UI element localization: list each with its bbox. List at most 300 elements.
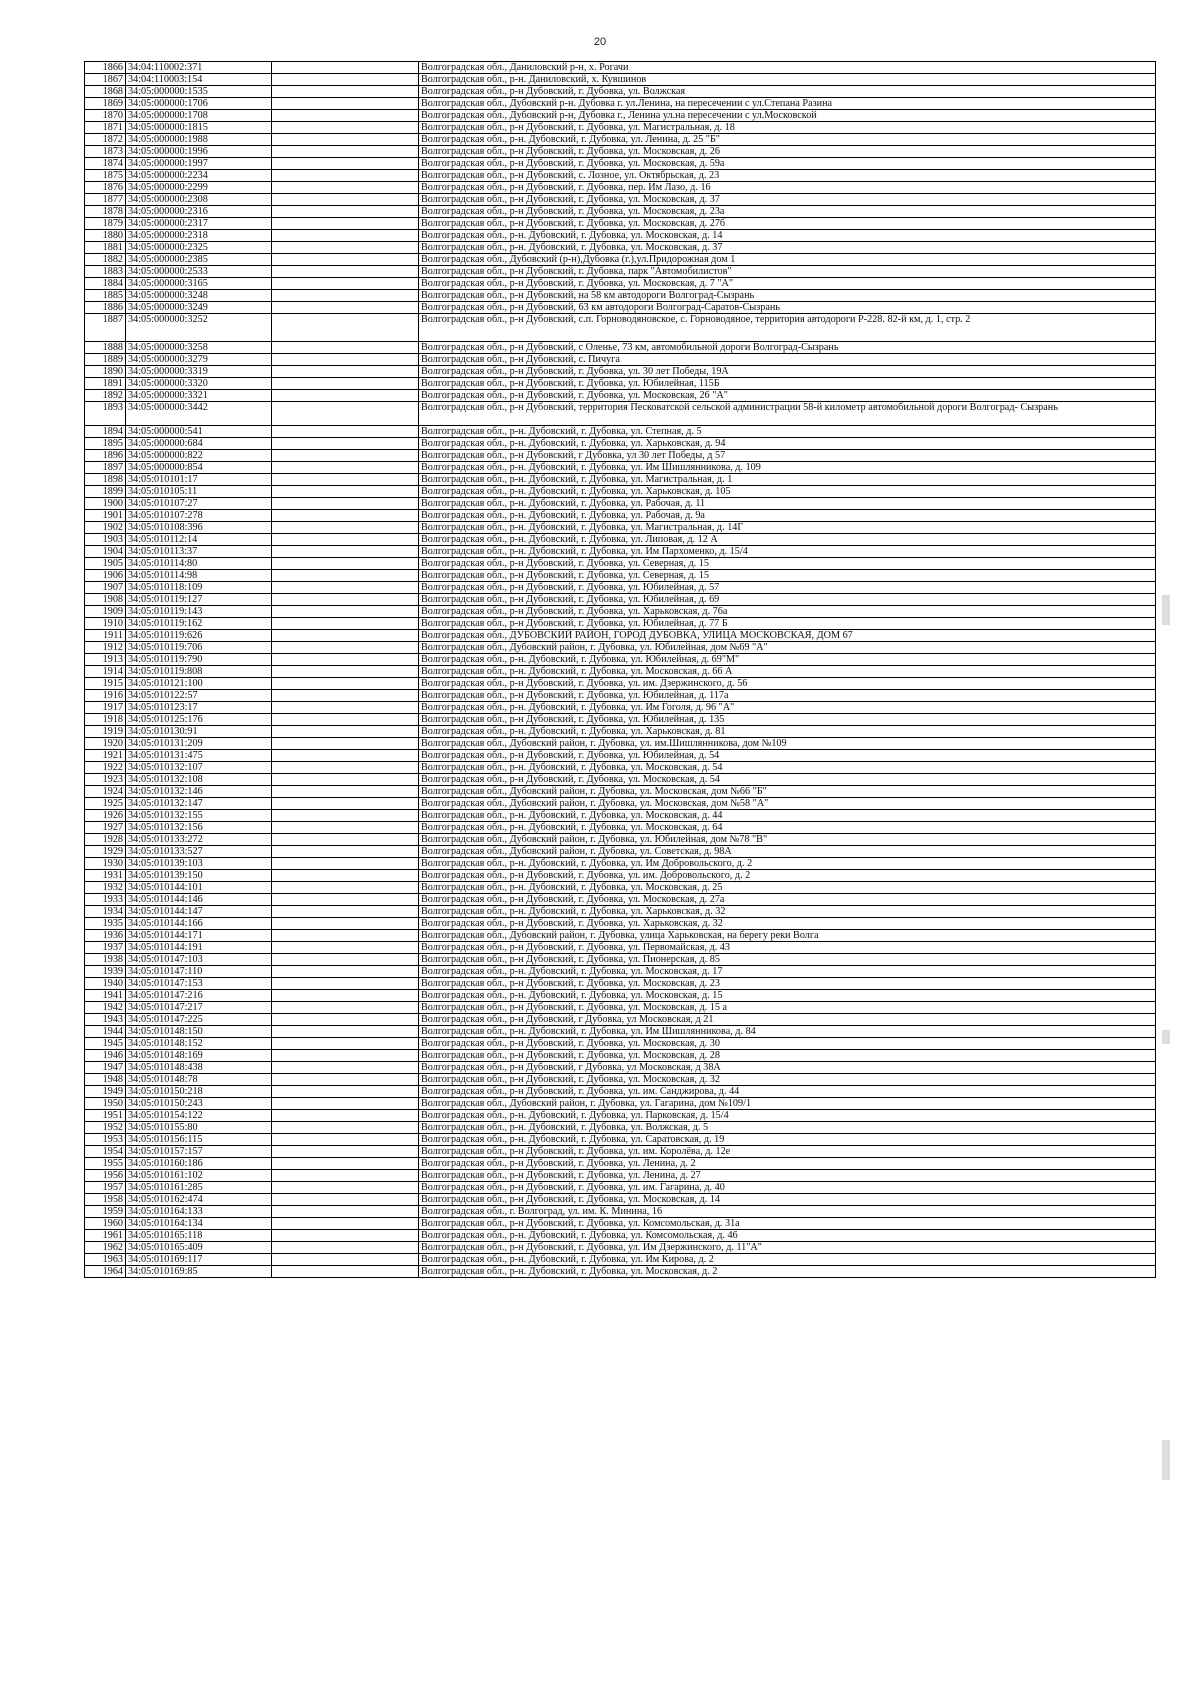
address-cell: Волгоградская обл., р-н Дубовский, территория Песковатской сельской администрации 58-й километр автомобильной дороги Волгоград- Сызрань	[419, 402, 1156, 426]
empty-cell	[272, 462, 419, 474]
empty-cell	[272, 254, 419, 266]
address-cell: Волгоградская обл., р-н Дубовский, г. Дубовка, ул. Харьковская, д. 32	[419, 918, 1156, 930]
address-cell: Волгоградская обл., р-н. Дубовский, г. Дубовка, ул. Магистральная, д. 1	[419, 474, 1156, 486]
table-row	[85, 1158, 1156, 1170]
row-number: 1885	[85, 290, 126, 302]
empty-cell	[272, 606, 419, 618]
row-number: 1957	[85, 1182, 126, 1194]
row-number: 1906	[85, 570, 126, 582]
row-number: 1945	[85, 1038, 126, 1050]
empty-cell	[272, 954, 419, 966]
table-row	[85, 990, 1156, 1002]
address-cell: Волгоградская обл., р-н. Дубовский, г. Дубовка, ул. Харьковская, д. 81	[419, 726, 1156, 738]
address-cell: Волгоградская обл., р-н. Дубовский, г. Дубовка, ул. Им Шишлянникова, д. 84	[419, 1026, 1156, 1038]
address-cell: Волгоградская обл., р-н Дубовский, г. Дубовка, ул. Комсомольская, д. 31а	[419, 1218, 1156, 1230]
row-number: 1958	[85, 1194, 126, 1206]
cadastral-number: 34:05:010150:218	[126, 1086, 272, 1098]
empty-cell	[272, 402, 419, 426]
table-row	[85, 218, 1156, 230]
address-cell: Волгоградская обл., р-н Дубовский, г. Дубовка, ул. Московская, д. 30	[419, 1038, 1156, 1050]
row-number: 1928	[85, 834, 126, 846]
cadastral-number: 34:05:000000:3320	[126, 378, 272, 390]
address-cell: Волгоградская обл., р-н. Дубовский, г. Дубовка, ул. Московская, д. 44	[419, 810, 1156, 822]
empty-cell	[272, 342, 419, 354]
row-number: 1946	[85, 1050, 126, 1062]
cadastral-number: 34:05:010132:146	[126, 786, 272, 798]
row-number: 1948	[85, 1074, 126, 1086]
row-number: 1911	[85, 630, 126, 642]
empty-cell	[272, 762, 419, 774]
empty-cell	[272, 774, 419, 786]
empty-cell	[272, 1206, 419, 1218]
address-cell: Волгоградская обл., р-н. Дубовский, г. Дубовка, ул. Московская, д. 66 А	[419, 666, 1156, 678]
row-number: 1935	[85, 918, 126, 930]
row-number: 1943	[85, 1014, 126, 1026]
empty-cell	[272, 546, 419, 558]
address-cell: Волгоградская обл., р-н Дубовский, г. Дубовка, ул. Московская, д. 7 "А"	[419, 278, 1156, 290]
address-cell: Волгоградская обл., р-н. Дубовский, г. Дубовка, ул. Им Кирова, д. 2	[419, 1254, 1156, 1266]
address-cell: Волгоградская обл., р-н Дубовский, г. Дубовка, ул. Московская, д. 14	[419, 1194, 1156, 1206]
address-cell: Волгоградская обл., р-н Дубовский, 63 км автодороги Волгоград-Саратов-Сызрань	[419, 302, 1156, 314]
row-number: 1924	[85, 786, 126, 798]
cadastral-number: 34:05:010160:186	[126, 1158, 272, 1170]
address-cell: Волгоградская обл., р-н. Дубовский, г. Дубовка, ул. Московская, д. 14	[419, 230, 1156, 242]
cadastral-number: 34:05:010119:626	[126, 630, 272, 642]
table-row	[85, 86, 1156, 98]
cadastral-number: 34:05:010139:150	[126, 870, 272, 882]
cadastral-number: 34:05:010157:157	[126, 1146, 272, 1158]
address-cell: Волгоградская обл., р-н. Дубовский, г. Дубовка, ул. Рабочая, д. 11	[419, 498, 1156, 510]
empty-cell	[272, 690, 419, 702]
address-cell: Волгоградская обл., р-н. Дубовский, г. Дубовка, ул. Московская, д. 64	[419, 822, 1156, 834]
cadastral-number: 34:05:000000:3248	[126, 290, 272, 302]
empty-cell	[272, 290, 419, 302]
table-row	[85, 314, 1156, 342]
empty-cell	[272, 74, 419, 86]
row-number: 1916	[85, 690, 126, 702]
cadastral-number: 34:05:010165:409	[126, 1242, 272, 1254]
empty-cell	[272, 882, 419, 894]
address-cell: Волгоградская обл., р-н Дубовский, с Оленье, 73 км, автомобильной дороги Волгоград-Сызрань	[419, 342, 1156, 354]
address-cell: Волгоградская обл., Дубовский район, г. Дубовка, ул. Советская, д. 98А	[419, 846, 1156, 858]
row-number: 1919	[85, 726, 126, 738]
row-number: 1931	[85, 870, 126, 882]
empty-cell	[272, 366, 419, 378]
address-cell: Волгоградская обл., р-н Дубовский, г. Дубовка, ул. Московская, 26 "А"	[419, 390, 1156, 402]
empty-cell	[272, 1218, 419, 1230]
cadastral-number: 34:05:000000:2299	[126, 182, 272, 194]
cadastral-number: 34:05:000000:1988	[126, 134, 272, 146]
address-cell: Волгоградская обл., р-н. Даниловский, х. Кувшинов	[419, 74, 1156, 86]
cadastral-number: 34:05:010147:217	[126, 1002, 272, 1014]
row-number: 1867	[85, 74, 126, 86]
table-row	[85, 402, 1156, 426]
cadastral-number: 34:05:010119:706	[126, 642, 272, 654]
row-number: 1873	[85, 146, 126, 158]
address-cell: Волгоградская обл., р-н. Дубовский, г. Дубовка, ул. Саратовская, д. 19	[419, 1134, 1156, 1146]
cadastral-number: 34:05:010122:57	[126, 690, 272, 702]
cadastral-number: 34:05:010132:147	[126, 798, 272, 810]
empty-cell	[272, 582, 419, 594]
address-cell: Волгоградская обл., р-н Дубовский, г. Дубовка, пер. Им Лазо, д. 16	[419, 182, 1156, 194]
cadastral-number: 34:05:010107:27	[126, 498, 272, 510]
empty-cell	[272, 426, 419, 438]
row-number: 1934	[85, 906, 126, 918]
row-number: 1950	[85, 1098, 126, 1110]
empty-cell	[272, 510, 419, 522]
address-cell: Волгоградская обл., р-н. Дубовский, г. Дубовка, ул. Юбилейная, д. 69"М"	[419, 654, 1156, 666]
cadastral-number: 34:05:000000:2325	[126, 242, 272, 254]
cadastral-number: 34:05:000000:2385	[126, 254, 272, 266]
address-cell: Волгоградская обл., р-н Дубовский, на 58 км автодороги Волгоград-Сызрань	[419, 290, 1156, 302]
page-number: 20	[593, 36, 607, 48]
table-row	[85, 762, 1156, 774]
empty-cell	[272, 390, 419, 402]
empty-cell	[272, 918, 419, 930]
address-cell: Волгоградская обл., Дубовский район, г. Дубовка, ул. Московская, дом №66 "Б"	[419, 786, 1156, 798]
table-row	[85, 182, 1156, 194]
address-cell: Волгоградская обл., р-н. Дубовский, г. Дубовка, ул. Харьковская, д. 94	[419, 438, 1156, 450]
empty-cell	[272, 1098, 419, 1110]
table-row	[85, 366, 1156, 378]
row-number: 1886	[85, 302, 126, 314]
address-cell: Волгоградская обл., р-н Дубовский, г. Дубовка, ул. Московская, д. 32	[419, 1074, 1156, 1086]
empty-cell	[272, 858, 419, 870]
row-number: 1904	[85, 546, 126, 558]
table-row	[85, 1098, 1156, 1110]
table-row	[85, 110, 1156, 122]
cadastral-number: 34:05:010119:162	[126, 618, 272, 630]
empty-cell	[272, 218, 419, 230]
empty-cell	[272, 978, 419, 990]
address-cell: Волгоградская обл., р-н. Дубовский, г. Дубовка, ул. Парковская, д. 15/4	[419, 1110, 1156, 1122]
row-number: 1894	[85, 426, 126, 438]
table-row	[85, 522, 1156, 534]
cadastral-number: 34:05:010139:103	[126, 858, 272, 870]
address-cell: Волгоградская обл., Дубовский район, г. Дубовка, ул. Юбилейная, дом №69 "А"	[419, 642, 1156, 654]
table-row	[85, 378, 1156, 390]
address-cell: Волгоградская обл., р-н Дубовский, г. Дубовка, ул. им. Королёва, д. 12е	[419, 1146, 1156, 1158]
table-row	[85, 498, 1156, 510]
cadastral-number: 34:05:010144:191	[126, 942, 272, 954]
row-number: 1954	[85, 1146, 126, 1158]
empty-cell	[272, 242, 419, 254]
row-number: 1917	[85, 702, 126, 714]
row-number: 1905	[85, 558, 126, 570]
table-row	[85, 894, 1156, 906]
table-row	[85, 858, 1156, 870]
empty-cell	[272, 450, 419, 462]
table-row	[85, 278, 1156, 290]
cadastral-number: 34:05:010147:103	[126, 954, 272, 966]
address-cell: Волгоградская обл., р-н Дубовский, г. Дубовка, ул. Пионерская, д. 85	[419, 954, 1156, 966]
row-number: 1923	[85, 774, 126, 786]
address-cell: Волгоградская обл., р-н Дубовский, г. Дубовка, ул. 30 лет Победы, 19А	[419, 366, 1156, 378]
empty-cell	[272, 1242, 419, 1254]
address-cell: Волгоградская обл., р-н. Дубовский, г. Дубовка, ул. Им Гоголя, д. 96 "А"	[419, 702, 1156, 714]
table-row	[85, 1086, 1156, 1098]
address-cell: Волгоградская обл., р-н. Дубовский, г. Дубовка, ул. Московская, д. 17	[419, 966, 1156, 978]
empty-cell	[272, 822, 419, 834]
row-number: 1869	[85, 98, 126, 110]
table-row	[85, 242, 1156, 254]
registry-table	[84, 61, 1156, 1278]
row-number: 1913	[85, 654, 126, 666]
cadastral-number: 34:05:010119:790	[126, 654, 272, 666]
table-row	[85, 558, 1156, 570]
row-number: 1953	[85, 1134, 126, 1146]
address-cell: Волгоградская обл., р-н Дубовский, г. Дубовка, ул. Московская, д. 23	[419, 978, 1156, 990]
row-number: 1927	[85, 822, 126, 834]
empty-cell	[272, 1134, 419, 1146]
cadastral-number: 34:05:010144:146	[126, 894, 272, 906]
table-row	[85, 122, 1156, 134]
address-cell: Волгоградская обл., р-н. Дубовский, г. Дубовка, ул. Харьковская, д. 105	[419, 486, 1156, 498]
row-number: 1964	[85, 1266, 126, 1278]
cadastral-number: 34:05:010119:127	[126, 594, 272, 606]
empty-cell	[272, 966, 419, 978]
address-cell: Волгоградская обл., р-н Дубовский, г. Дубовка, ул. Юбилейная, д. 135	[419, 714, 1156, 726]
empty-cell	[272, 678, 419, 690]
table-row	[85, 954, 1156, 966]
address-cell: Волгоградская обл., р-н Дубовский, г. Дубовка, ул. им. Гагарина, д. 40	[419, 1182, 1156, 1194]
row-number: 1907	[85, 582, 126, 594]
table-row	[85, 438, 1156, 450]
address-cell: Волгоградская обл., г. Волгоград, ул. им. К. Минина, 16	[419, 1206, 1156, 1218]
cadastral-number: 34:05:000000:822	[126, 450, 272, 462]
empty-cell	[272, 702, 419, 714]
cadastral-number: 34:05:010148:169	[126, 1050, 272, 1062]
row-number: 1903	[85, 534, 126, 546]
address-cell: Волгоградская обл., р-н. Дубовский, г. Дубовка, ул. Московская, д. 15	[419, 990, 1156, 1002]
row-number: 1899	[85, 486, 126, 498]
row-number: 1909	[85, 606, 126, 618]
cadastral-number: 34:05:010147:225	[126, 1014, 272, 1026]
empty-cell	[272, 1158, 419, 1170]
row-number: 1889	[85, 354, 126, 366]
cadastral-number: 34:05:010144:171	[126, 930, 272, 942]
table-row	[85, 1182, 1156, 1194]
table-row	[85, 606, 1156, 618]
empty-cell	[272, 558, 419, 570]
cadastral-number: 34:05:010169:117	[126, 1254, 272, 1266]
address-cell: Волгоградская обл., р-н. Дубовский, г. Дубовка, ул. Им Добровольского, д. 2	[419, 858, 1156, 870]
row-number: 1910	[85, 618, 126, 630]
cadastral-number: 34:05:000000:1708	[126, 110, 272, 122]
empty-cell	[272, 194, 419, 206]
cadastral-number: 34:04:110002:371	[126, 62, 272, 74]
table-row	[85, 1110, 1156, 1122]
cadastral-number: 34:05:010132:108	[126, 774, 272, 786]
table-row	[85, 450, 1156, 462]
row-number: 1883	[85, 266, 126, 278]
row-number: 1912	[85, 642, 126, 654]
cadastral-number: 34:05:010155:80	[126, 1122, 272, 1134]
row-number: 1914	[85, 666, 126, 678]
table-row	[85, 1122, 1156, 1134]
table-row	[85, 1266, 1156, 1278]
address-cell: Волгоградская обл., Дубовский район, г. Дубовка, ул. им.Шишлянникова, дом №109	[419, 738, 1156, 750]
cadastral-number: 34:05:000000:2308	[126, 194, 272, 206]
address-cell: Волгоградская обл., р-н Дубовский, г. Дубовка, ул. им. Дзержинского, д. 56	[419, 678, 1156, 690]
address-cell: Волгоградская обл., р-н Дубовский, г. Дубовка, ул. Московская, д. 59а	[419, 158, 1156, 170]
table-row	[85, 570, 1156, 582]
row-number: 1896	[85, 450, 126, 462]
cadastral-number: 34:05:000000:2234	[126, 170, 272, 182]
empty-cell	[272, 570, 419, 582]
row-number: 1881	[85, 242, 126, 254]
table-row	[85, 426, 1156, 438]
empty-cell	[272, 1122, 419, 1134]
row-number: 1921	[85, 750, 126, 762]
empty-cell	[272, 110, 419, 122]
table-row	[85, 738, 1156, 750]
address-cell: Волгоградская обл., р-н Дубовский, г. Дубовка, ул. Юбилейная, д. 69	[419, 594, 1156, 606]
row-number: 1947	[85, 1062, 126, 1074]
empty-cell	[272, 522, 419, 534]
table-row	[85, 510, 1156, 522]
row-number: 1879	[85, 218, 126, 230]
row-number: 1955	[85, 1158, 126, 1170]
cadastral-number: 34:05:000000:3249	[126, 302, 272, 314]
row-number: 1890	[85, 366, 126, 378]
table-row	[85, 918, 1156, 930]
table-row	[85, 390, 1156, 402]
row-number: 1874	[85, 158, 126, 170]
address-cell: Волгоградская обл., р-н Дубовский, г. Дубовка, ул. Юбилейная, д. 117а	[419, 690, 1156, 702]
empty-cell	[272, 1002, 419, 1014]
table-row	[85, 194, 1156, 206]
cadastral-number: 34:05:010131:209	[126, 738, 272, 750]
empty-cell	[272, 990, 419, 1002]
address-cell: Волгоградская обл., р-н Дубовский, г. Дубовка, ул. Московская, д. 15 а	[419, 1002, 1156, 1014]
table-row	[85, 690, 1156, 702]
table-row	[85, 134, 1156, 146]
row-number: 1944	[85, 1026, 126, 1038]
table-row	[85, 146, 1156, 158]
address-cell: Волгоградская обл., р-н Дубовский, г Дубовка, ул Московская, д 21	[419, 1014, 1156, 1026]
table-row	[85, 834, 1156, 846]
cadastral-number: 34:05:010164:133	[126, 1206, 272, 1218]
cadastral-number: 34:05:000000:2317	[126, 218, 272, 230]
cadastral-number: 34:05:010125:176	[126, 714, 272, 726]
empty-cell	[272, 630, 419, 642]
cadastral-number: 34:05:010154:122	[126, 1110, 272, 1122]
empty-cell	[272, 738, 419, 750]
cadastral-number: 34:05:000000:2318	[126, 230, 272, 242]
cadastral-number: 34:05:000000:3165	[126, 278, 272, 290]
cadastral-number: 34:05:000000:3321	[126, 390, 272, 402]
table-row	[85, 1254, 1156, 1266]
cadastral-number: 34:05:010105:11	[126, 486, 272, 498]
table-row	[85, 654, 1156, 666]
row-number: 1901	[85, 510, 126, 522]
table-row	[85, 1002, 1156, 1014]
empty-cell	[272, 354, 419, 366]
row-number: 1884	[85, 278, 126, 290]
empty-cell	[272, 134, 419, 146]
registry-body	[85, 62, 1156, 1278]
cadastral-number: 34:05:010164:134	[126, 1218, 272, 1230]
table-row	[85, 546, 1156, 558]
row-number: 1891	[85, 378, 126, 390]
address-cell: Волгоградская обл., р-н Дубовский, с.п. Горноводяновское, с. Горноводяное, территория автодороги Р-228. 82-й км, д. 1, стр. 2	[419, 314, 1156, 342]
empty-cell	[272, 1074, 419, 1086]
cadastral-number: 34:05:010147:110	[126, 966, 272, 978]
address-cell: Волгоградская обл., р-н Дубовский, г. Дубовка, ул. Ленина, д. 2	[419, 1158, 1156, 1170]
table-row	[85, 774, 1156, 786]
cadastral-number: 34:05:000000:541	[126, 426, 272, 438]
empty-cell	[272, 642, 419, 654]
empty-cell	[272, 1050, 419, 1062]
cadastral-number: 34:05:000000:1996	[126, 146, 272, 158]
cadastral-number: 34:05:010132:156	[126, 822, 272, 834]
table-row	[85, 1074, 1156, 1086]
scan-smudge	[1162, 1440, 1170, 1480]
cadastral-number: 34:05:010150:243	[126, 1098, 272, 1110]
address-cell: Волгоградская обл., р-н. Дубовский, г. Дубовка, ул. Им Шишлянникова, д. 109	[419, 462, 1156, 474]
empty-cell	[272, 302, 419, 314]
table-row	[85, 642, 1156, 654]
cadastral-number: 34:05:010101:17	[126, 474, 272, 486]
table-row	[85, 254, 1156, 266]
address-cell: Волгоградская обл., р-н. Дубовский, г. Дубовка, ул. Московская, д. 2	[419, 1266, 1156, 1278]
row-number: 1878	[85, 206, 126, 218]
row-number: 1942	[85, 1002, 126, 1014]
empty-cell	[272, 1110, 419, 1122]
address-cell: Волгоградская обл., р-н Дубовский, г. Дубовка, ул. Магистральная, д. 18	[419, 122, 1156, 134]
row-number: 1930	[85, 858, 126, 870]
cadastral-number: 34:05:010132:107	[126, 762, 272, 774]
address-cell: Волгоградская обл., ДУБОВСКИЙ РАЙОН, ГОРОД ДУБОВКА, УЛИЦА МОСКОВСКАЯ, ДОМ 67	[419, 630, 1156, 642]
cadastral-number: 34:05:000000:1706	[126, 98, 272, 110]
scan-smudge	[1162, 595, 1170, 625]
cadastral-number: 34:05:010148:152	[126, 1038, 272, 1050]
address-cell: Волгоградская обл., Даниловский р-н, х. Рогачи	[419, 62, 1156, 74]
address-cell: Волгоградская обл., р-н Дубовский, г. Дубовка, ул. Им Дзержинского, д. 11"А"	[419, 1242, 1156, 1254]
row-number: 1880	[85, 230, 126, 242]
cadastral-number: 34:05:000000:684	[126, 438, 272, 450]
empty-cell	[272, 1026, 419, 1038]
address-cell: Волгоградская обл., р-н. Дубовский, г. Дубовка, ул. Московская, д. 37	[419, 242, 1156, 254]
cadastral-number: 34:05:010114:98	[126, 570, 272, 582]
address-cell: Волгоградская обл., Дубовский р-н. Дубовка г. ул.Ленина, на пересечении с ул.Степана Разина	[419, 98, 1156, 110]
cadastral-number: 34:05:010161:102	[126, 1170, 272, 1182]
row-number: 1918	[85, 714, 126, 726]
row-number: 1871	[85, 122, 126, 134]
address-cell: Волгоградская обл., р-н. Дубовский, г. Дубовка, ул. Харьковская, д. 32	[419, 906, 1156, 918]
empty-cell	[272, 714, 419, 726]
table-row	[85, 582, 1156, 594]
row-number: 1915	[85, 678, 126, 690]
address-cell: Волгоградская обл., р-н Дубовский, г Дубовка, ул Московская, д 38А	[419, 1062, 1156, 1074]
table-row	[85, 1134, 1156, 1146]
table-row	[85, 618, 1156, 630]
cadastral-number: 34:05:010119:808	[126, 666, 272, 678]
table-row	[85, 966, 1156, 978]
table-row	[85, 266, 1156, 278]
cadastral-number: 34:05:010121:100	[126, 678, 272, 690]
row-number: 1956	[85, 1170, 126, 1182]
empty-cell	[272, 594, 419, 606]
empty-cell	[272, 894, 419, 906]
row-number: 1952	[85, 1122, 126, 1134]
cadastral-number: 34:05:010156:115	[126, 1134, 272, 1146]
empty-cell	[272, 846, 419, 858]
row-number: 1936	[85, 930, 126, 942]
empty-cell	[272, 1194, 419, 1206]
row-number: 1932	[85, 882, 126, 894]
